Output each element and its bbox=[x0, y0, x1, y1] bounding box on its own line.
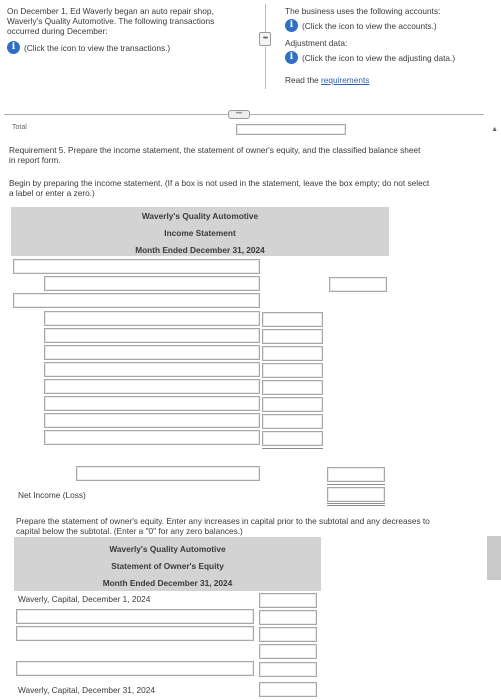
info-circle-icon[interactable]: i bbox=[7, 41, 20, 54]
expense-account-box[interactable] bbox=[44, 345, 260, 360]
revenue-amount-box[interactable] bbox=[329, 277, 387, 292]
requirements-link[interactable]: requirements bbox=[320, 75, 370, 85]
read-requirements bbox=[285, 75, 369, 85]
total-rule bbox=[327, 484, 385, 485]
scroll-up-icon[interactable]: ▲ bbox=[491, 126, 498, 133]
expense-amount-box[interactable] bbox=[262, 329, 323, 344]
collapse-handle-icon[interactable]: ••• bbox=[228, 110, 250, 119]
expense-amount-box[interactable] bbox=[262, 431, 323, 446]
equity-statement-period: Month Ended December 31, 2024 bbox=[102, 578, 233, 588]
double-rule-top bbox=[327, 503, 385, 504]
equity-company-name: Waverly's Quality Automotive bbox=[109, 544, 226, 554]
instruction-line-2: a label or enter a zero.) bbox=[9, 188, 95, 198]
expense-amount-box[interactable] bbox=[262, 380, 323, 395]
truncated-total-label: Total bbox=[12, 124, 27, 131]
expense-amount-box[interactable] bbox=[262, 363, 323, 378]
income-statement-title: Income Statement bbox=[164, 228, 236, 238]
equity-account-box[interactable] bbox=[16, 609, 254, 624]
income-company-name: Waverly's Quality Automotive bbox=[141, 211, 259, 221]
ending-capital-amount-box[interactable] bbox=[259, 682, 317, 697]
instruction-line-1: Begin by preparing the income statement. (If a box is not used in the statement, leave the box empty; do not select bbox=[9, 178, 430, 188]
adjusting-link[interactable]: (Click the icon to view the adjusting data.) bbox=[302, 53, 456, 63]
expense-amount-box[interactable] bbox=[262, 414, 323, 429]
equity-amount-box[interactable] bbox=[259, 627, 317, 642]
intro-line-1: On December 1, Ed Waverly began an auto repair shop, bbox=[7, 6, 214, 16]
truncated-total-box[interactable] bbox=[236, 124, 346, 135]
beginning-capital-label: Waverly, Capital, December 1, 2024 bbox=[18, 594, 151, 604]
equity-statement-title: Statement of Owner's Equity bbox=[111, 561, 224, 571]
ending-capital-label: Waverly, Capital, December 31, 2024 bbox=[18, 685, 155, 695]
info-circle-icon[interactable]: i bbox=[285, 51, 298, 64]
revenue-heading-box[interactable] bbox=[13, 259, 260, 274]
requirement-line-1: Requirement 5. Prepare the income statement, the statement of owner's equity, and the classified balance sheet bbox=[9, 145, 421, 155]
transactions-link[interactable]: (Click the icon to view the transactions.) bbox=[24, 43, 171, 53]
net-income-label: Net Income (Loss) bbox=[18, 490, 86, 500]
equity-account-box[interactable] bbox=[16, 661, 254, 676]
read-the-text: Read the bbox=[285, 75, 321, 85]
expense-account-box[interactable] bbox=[44, 430, 260, 445]
vertical-scrollbar[interactable] bbox=[487, 536, 501, 580]
equity-amount-box[interactable] bbox=[259, 610, 317, 625]
total-expenses-amount-box[interactable] bbox=[327, 467, 385, 482]
intro-line-2: Waverly's Quality Automotive. The following transactions bbox=[7, 16, 215, 26]
income-statement-period: Month Ended December 31, 2024 bbox=[135, 245, 265, 255]
subtotal-amount-box[interactable] bbox=[259, 644, 317, 659]
expenses-heading-box[interactable] bbox=[13, 293, 260, 308]
expense-amount-box[interactable] bbox=[262, 312, 323, 327]
expense-account-box[interactable] bbox=[44, 328, 260, 343]
beginning-capital-amount-box[interactable] bbox=[259, 593, 317, 608]
expense-amount-box[interactable] bbox=[262, 397, 323, 412]
equity-account-box[interactable] bbox=[16, 626, 254, 641]
expense-account-box[interactable] bbox=[44, 396, 260, 411]
intro-line-3: occurred during December: bbox=[7, 26, 108, 36]
ellipsis-handle-icon[interactable]: ••• bbox=[259, 32, 271, 46]
info-circle-icon[interactable]: i bbox=[285, 19, 298, 32]
net-income-amount-box[interactable] bbox=[327, 487, 385, 502]
column-divider-top bbox=[265, 4, 266, 32]
accounts-link[interactable]: (Click the icon to view the accounts.) bbox=[302, 21, 437, 31]
equity-amount-box[interactable] bbox=[259, 662, 317, 677]
expense-account-box[interactable] bbox=[44, 362, 260, 377]
revenue-account-box[interactable] bbox=[44, 276, 260, 291]
expense-amount-box[interactable] bbox=[262, 346, 323, 361]
accounts-text: The business uses the following accounts: bbox=[285, 6, 441, 16]
column-divider-bottom bbox=[265, 47, 266, 89]
double-rule-bottom bbox=[327, 505, 385, 506]
equity-instruction-line-1: Prepare the statement of owner's equity. Enter any increases in capital prior to the subtotal and any decreases to bbox=[16, 516, 430, 526]
adjustment-label: Adjustment data: bbox=[285, 38, 348, 48]
equity-instruction-line-2: capital below the subtotal. (Enter a "0" for any zero balances.) bbox=[16, 526, 243, 536]
requirement-line-2: in report form. bbox=[9, 155, 61, 165]
total-expenses-label-box[interactable] bbox=[76, 466, 260, 481]
expenses-subtotal-rule bbox=[262, 448, 323, 449]
expense-account-box[interactable] bbox=[44, 311, 260, 326]
expense-account-box[interactable] bbox=[44, 413, 260, 428]
expense-account-box[interactable] bbox=[44, 379, 260, 394]
